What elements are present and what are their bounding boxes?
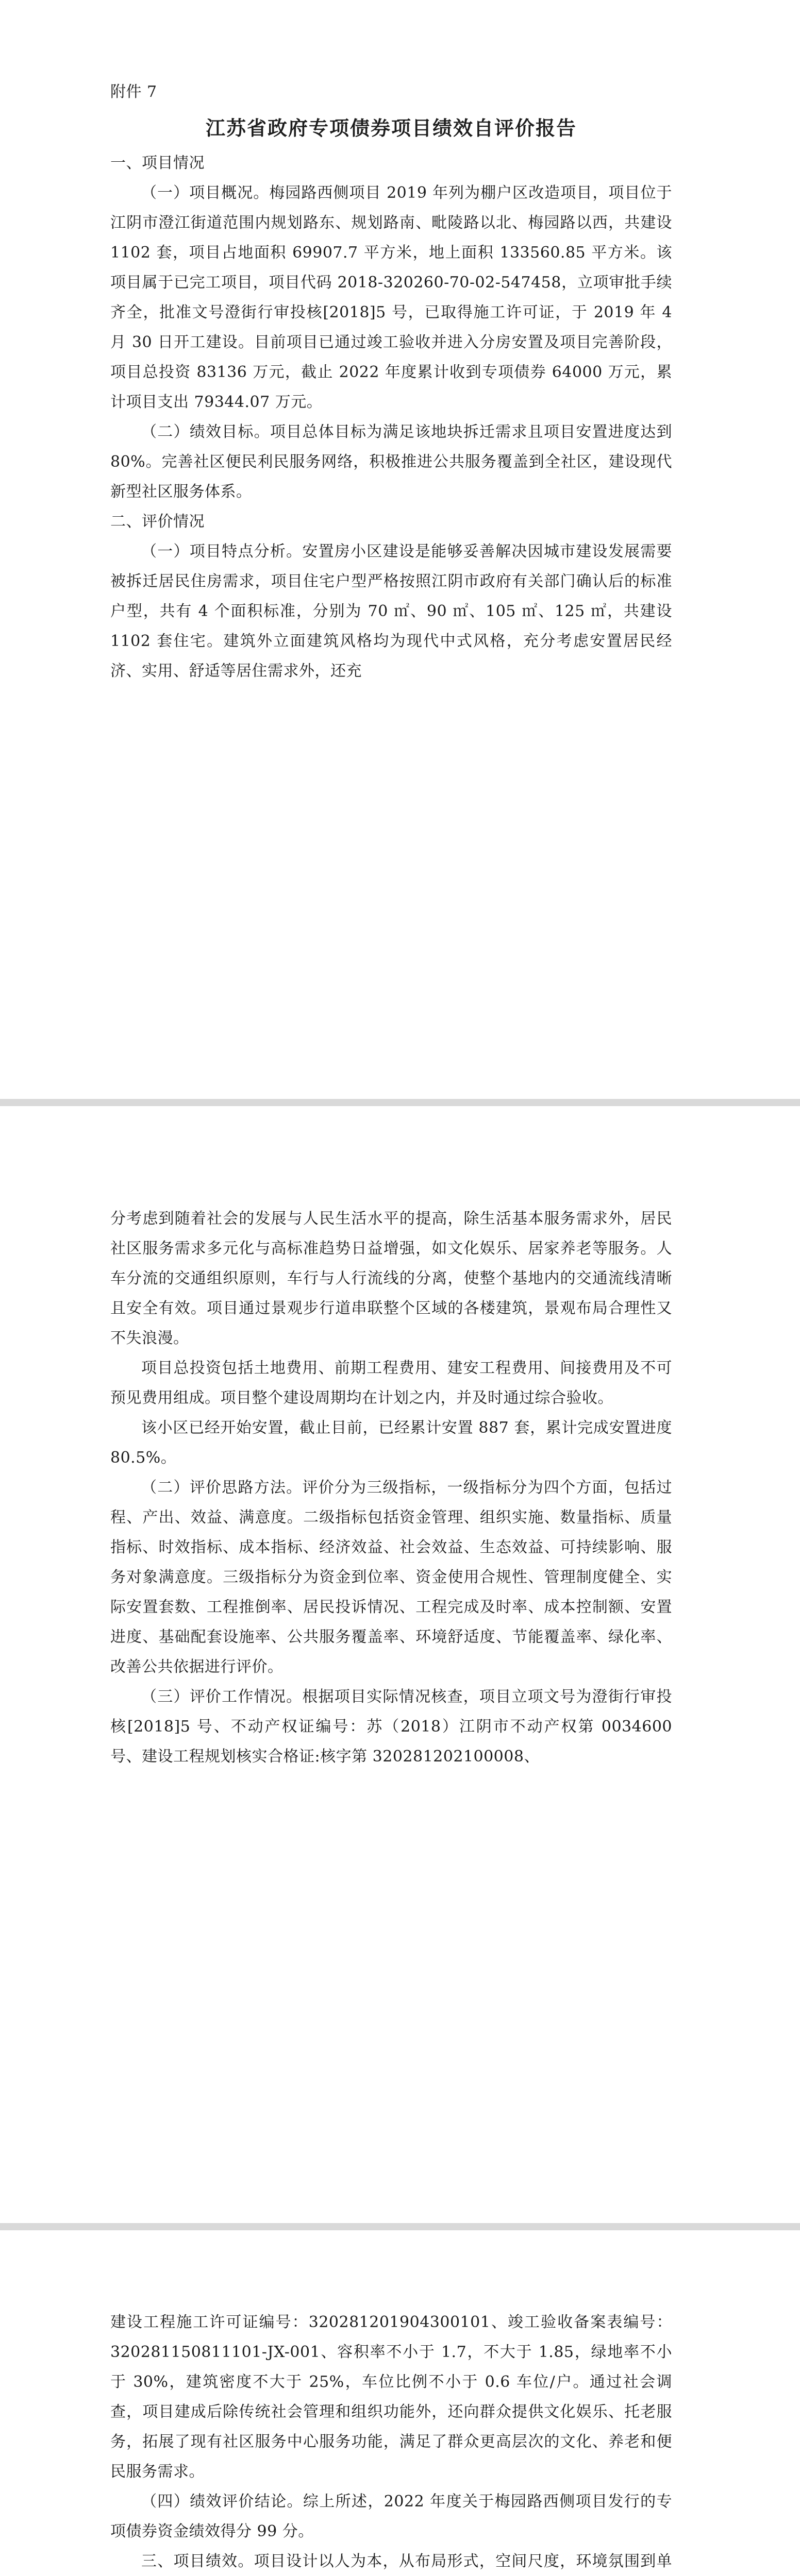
evaluation-conclusion: （四）绩效评价结论。综上所述，2022 年度关于梅园路西侧项目发行的专项债券资金绩效得分 99 分。 <box>110 2493 672 2540</box>
project-overview: （一）项目概况。梅园路西侧项目 2019 年列为棚户区改造项目，项目位于江阴市澄江街道范围内规划路东、规划路南、毗陵路以北、梅园路以西，共建设 1102 套，项目占地面积 69907.7 平方米，地上面积 133560.85 平方米。该项目属于已完工项目，项目代码 2018-320260-70-02-547458，立项审批手续齐全，批准文号澄街行审投核[2018]5 号，已取得施工许可证，于 2019 年 4 月 30 日开工建设。目前项目已通过竣工验收并进入分房安置及项目完善阶段，项目总投资 83136 万元，截止 2022 年度累计收到专项债券 64000 万元，累计项目支出 79344.07 万元。 <box>110 184 672 411</box>
performance-goal: （二）绩效目标。项目总体目标为满足该地块拆迁需求且项目安置进度达到 80%。完善社区便民利民服务网络，积极推进公共服务覆盖到全社区，建设现代新型社区服务体系。 <box>110 423 672 501</box>
resettlement-progress: 该小区已经开始安置，截止目前，已经累计安置 887 套，累计完成安置进度 80.5%。 <box>110 1419 672 1467</box>
page-2 <box>0 1106 800 2223</box>
section-1-heading: 一、项目情况 <box>110 154 205 172</box>
page-2-content <box>110 1204 672 1772</box>
evaluation-method: （二）评价思路方法。评价分为三级指标，一级指标分为四个方面，包括过程、产出、效益、满意度。二级指标包括资金管理、组织实施、数量指标、质量指标、时效指标、成本指标、经济效益、社会效益、生态效益、可持续影响、服务对象满意度。三级指标分为资金到位率、资金使用合规性、管理制度健全、实际安置套数、工程推倒率、居民投诉情况、工程完成及时率、成本控制额、安置进度、基础配套设施率、公共服务覆盖率、环境舒适度、节能覆盖率、绿化率、改善公共依据进行评价。 <box>110 1479 672 1676</box>
page-1 <box>0 0 800 1099</box>
evaluation-work-part2: 建设工程施工许可证编号：320281201904300101、竣工验收备案表编号：320281150811101-JX-001、容积率不小于 1.7，不大于 1.85，绿地率不小于 30%，建筑密度不大于 25%，车位比例不小于 0.6 车位/户。通过社会调查，项目建成后除传统社会管理和组织功能外，还向群众提供文化娱乐、托老服务，拓展了现有社区服务中心服务功能，满足了群众更高层次的文化、养老和便民服务需求。 <box>110 2313 672 2481</box>
document-title: 江苏省政府专项债券项目绩效自评价报告 <box>205 116 577 140</box>
investment-paragraph: 项目总投资包括土地费用、前期工程费用、建安工程费用、间接费用及不可预见费用组成。项目整个建设周期均在计划之内，并及时通过综合验收。 <box>110 1359 672 1407</box>
section-2-heading: 二、评价情况 <box>110 513 205 531</box>
page-3-content <box>110 2308 672 2576</box>
section-3-performance: 三、项目绩效。项目设计以人为本，从布局形式，空间尺度，环境氛围到单 <box>141 2552 672 2570</box>
project-features-part1: （一）项目特点分析。安置房小区建设是能够妥善解决因城市建设发展需要被拆迁居民住房需求，项目住宅户型严格按照江阴市政府有关部门确认后的标准户型，共有 4 个面积标准，分别为 70 ㎡、90 ㎡、105 ㎡、125 ㎡，共建设 1102 套住宅。建筑外立面建筑风格均为现代中式风格，充分考虑安置居民经济、实用、舒适等居住需求外，还充 <box>110 543 672 680</box>
attachment-label: 附件 7 <box>110 83 157 101</box>
project-features-part2: 分考虑到随着社会的发展与人民生活水平的提高，除生活基本服务需求外，居民社区服务需求多元化与高标准趋势日益增强，如文化娱乐、居家养老等服务。人车分流的交通组织原则，车行与人行流线的分离，使整个基地内的交通流线清晰且安全有效。项目通过景观步行道串联整个区域的各楼建筑，景观布局合理性又不失浪漫。 <box>110 1210 672 1347</box>
page-3 <box>0 2230 800 2576</box>
evaluation-work-part1: （三）评价工作情况。根据项目实际情况核查，项目立项文号为澄街行审投核[2018]5 号、不动产权证编号：苏（2018）江阴市不动产权第 0034600 号、建设工程规划核实合格证:核字第 320281202100008、 <box>110 1688 672 1766</box>
page-1-content <box>110 77 672 686</box>
